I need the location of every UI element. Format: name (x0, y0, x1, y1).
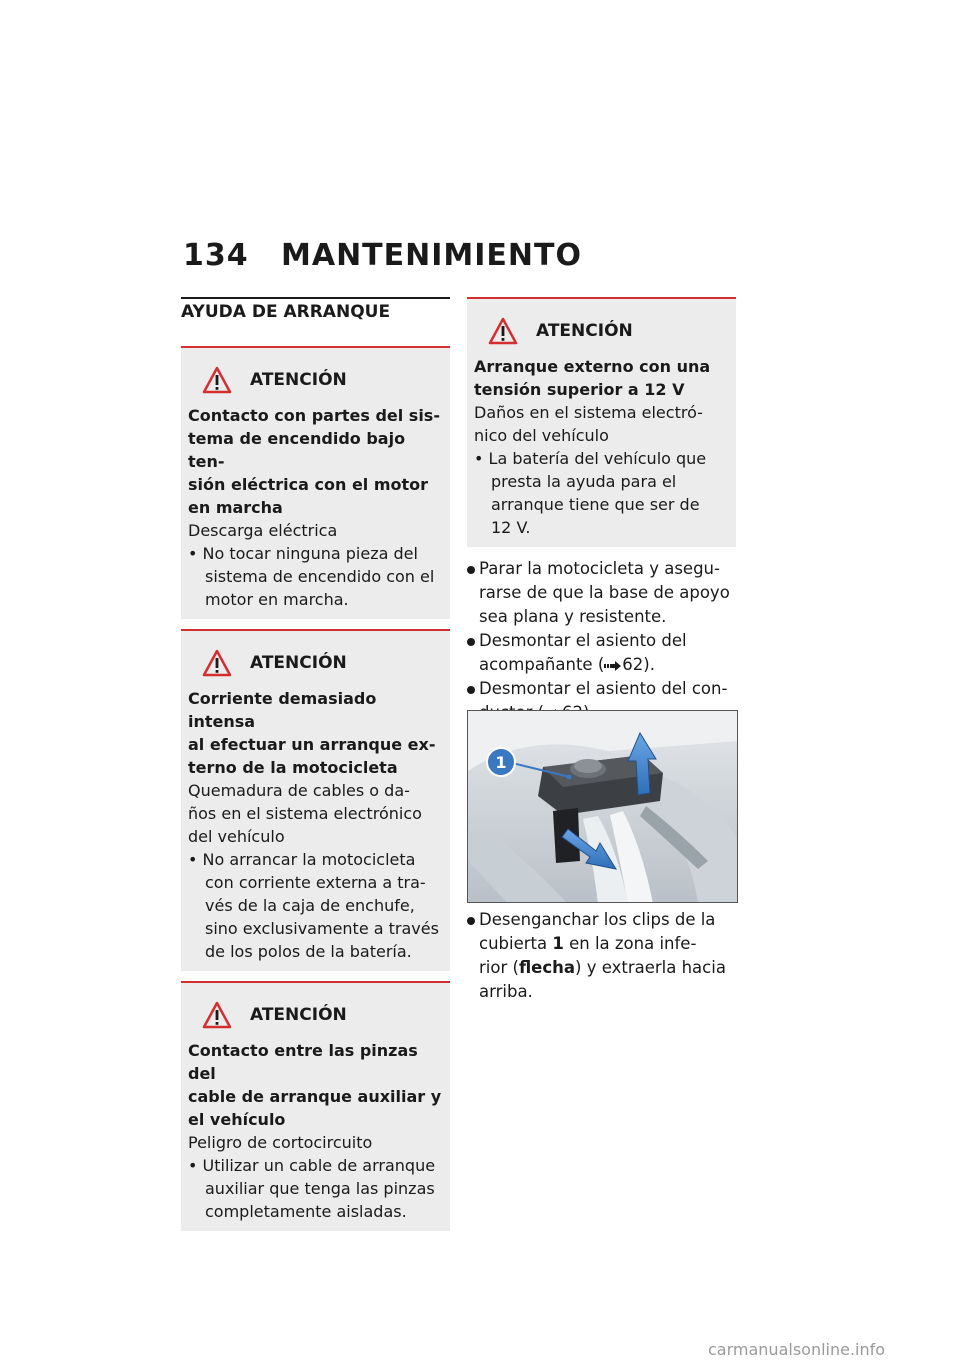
warning-header (188, 362, 442, 398)
step-list-after-figure (467, 907, 736, 1003)
warning-title: sión eléctrica con el motor (188, 475, 429, 494)
warning-bullet: presta la ayuda para el (491, 472, 677, 491)
bullet-icon (467, 686, 475, 694)
warning-header (474, 313, 728, 349)
warning-bullet: vés de la caja de enchufe, (205, 896, 415, 915)
right-column (467, 297, 736, 724)
warning-title: Contacto con partes del sis- (188, 406, 440, 425)
warning-triangle-icon (202, 366, 232, 394)
warning-consequence: ños en el sistema electrónico (188, 804, 422, 823)
warning-bullet: auxiliar que tenga las pinzas (205, 1179, 435, 1198)
callout-number: 1 (495, 753, 507, 772)
warning-header (188, 997, 442, 1033)
step-item: Desmontar el asiento del (467, 629, 736, 652)
watermark: carmanualsonline.info (708, 1340, 886, 1359)
bullet-icon (467, 566, 475, 574)
warning-box-2 (181, 629, 450, 971)
warning-bullet: con corriente externa a tra- (205, 873, 426, 892)
warning-bullet: • No arrancar la motocicleta (188, 850, 416, 869)
warning-title: al efectuar un arranque ex- (188, 735, 436, 754)
step-item-continuation: cubierta 1 en la zona infe- (479, 934, 697, 953)
bullet-icon (467, 917, 475, 925)
warning-consequence: nico del vehículo (474, 426, 609, 445)
warning-consequence: Daños en el sistema electró- (474, 403, 703, 422)
warning-title: tensión superior a 12 V (474, 380, 685, 399)
step-item-continuation: rarse de que la base de apoyo (479, 583, 730, 602)
warning-header (188, 645, 442, 681)
cover-clip-illustration (467, 710, 738, 903)
warning-title: en marcha (188, 498, 283, 517)
warning-title: tema de encendido bajo ten- (188, 429, 406, 471)
warning-bullet: de los polos de la batería. (205, 942, 412, 961)
warning-consequence: Quemadura de cables o da- (188, 781, 410, 800)
step-item-continuation: acompañante ( 62). (479, 655, 655, 674)
page-header (183, 238, 743, 282)
step-item: Desenganchar los clips de la (467, 908, 736, 931)
warning-bullet: • La batería del vehículo que (474, 449, 707, 468)
warning-bullet: completamente aisladas. (205, 1202, 407, 1221)
warning-box-1 (181, 346, 450, 619)
step-item: Desmontar el asiento del con- (467, 677, 736, 700)
cover-clip-drawing (468, 711, 738, 903)
warning-title: terno de la motocicleta (188, 758, 398, 777)
warning-label: ATENCIÓN (250, 653, 347, 673)
warning-box-4 (467, 297, 736, 547)
warning-bullet: sistema de encendido con el (205, 567, 435, 586)
left-column (181, 297, 450, 1241)
section-title: AYUDA DE ARRANQUE (181, 297, 450, 322)
warning-triangle-icon (202, 1001, 232, 1029)
step-item-continuation: sea plana y resistente. (479, 607, 667, 626)
step-item-continuation: rior (flecha) y extraerla hacia (479, 958, 726, 977)
page-reference-arrow-icon (604, 661, 622, 671)
warning-consequence: del vehículo (188, 827, 285, 846)
page-number: 134 (183, 238, 249, 273)
bullet-icon (467, 638, 475, 646)
warning-title: cable de arranque auxiliar y (188, 1087, 442, 1106)
chapter-title: MANTENIMIENTO (281, 238, 582, 273)
warning-title: Arranque externo con una (474, 357, 711, 376)
warning-label: ATENCIÓN (250, 1005, 347, 1025)
warning-bullet: arranque tiene que ser de (491, 495, 700, 514)
step-list (467, 557, 736, 724)
warning-label: ATENCIÓN (250, 370, 347, 390)
warning-bullet: • Utilizar un cable de arranque (188, 1156, 436, 1175)
page-reference[interactable]: 62 (622, 655, 644, 674)
warning-triangle-icon (488, 317, 518, 345)
warning-title: el vehículo (188, 1110, 286, 1129)
warning-consequence: Peligro de cortocircuito (188, 1133, 373, 1152)
warning-title: Corriente demasiado intensa (188, 689, 377, 731)
warning-bullet: motor en marcha. (205, 590, 349, 609)
warning-triangle-icon (202, 649, 232, 677)
step-item: Parar la motocicleta y asegu- (467, 557, 736, 580)
warning-bullet: 12 V. (491, 518, 531, 537)
warning-box-3 (181, 981, 450, 1231)
part-number: 1 (552, 934, 564, 953)
warning-label: ATENCIÓN (536, 321, 633, 341)
arrow-term: flecha (518, 958, 576, 977)
warning-consequence: Descarga eléctrica (188, 521, 338, 540)
warning-bullet: • No tocar ninguna pieza del (188, 544, 418, 563)
warning-bullet: sino exclusivamente a través (205, 919, 439, 938)
warning-title: Contacto entre las pinzas del (188, 1041, 418, 1083)
step-item-continuation: arriba. (479, 982, 533, 1001)
